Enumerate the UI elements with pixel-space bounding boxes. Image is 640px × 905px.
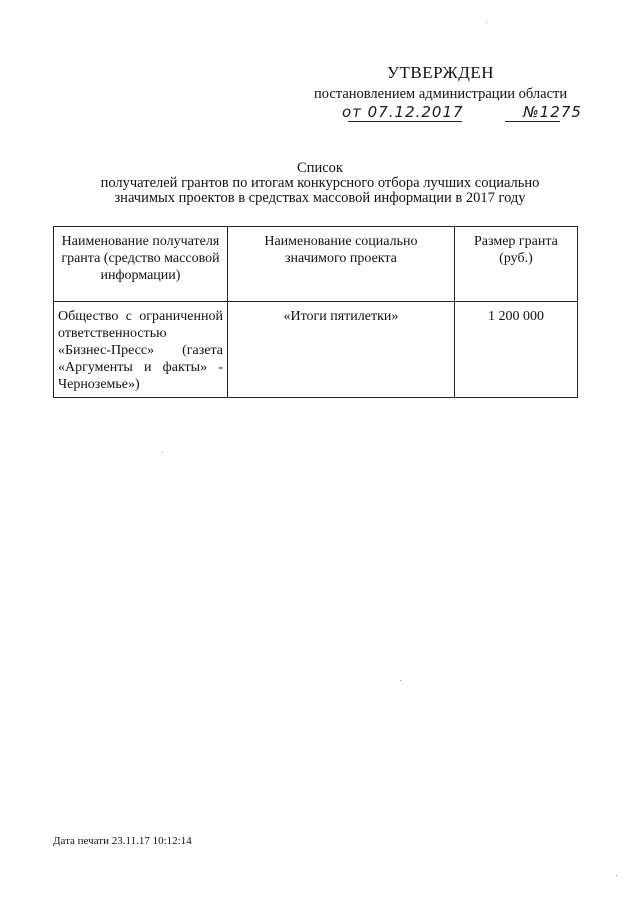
header-project: Наименование социально значимого проекта [227, 227, 454, 302]
cell-amount: 1 200 000 [454, 302, 577, 398]
scan-speck [162, 452, 163, 453]
header-recipient: Наименование получателя гранта (средство массовой информации) [54, 227, 228, 302]
title-line-3: значимых проектов в средствах массовой информации в 2017 году [114, 190, 526, 206]
approved-heading: УТВЕРЖДЕН [387, 63, 494, 82]
document-title [0, 161, 640, 206]
approved-by-text: постановлением администрации области [314, 86, 568, 102]
handwritten-date [342, 103, 582, 121]
scan-speck [616, 875, 617, 876]
table-header-row [54, 227, 578, 302]
handwritten-number-text: №1275 [523, 103, 582, 121]
print-date: Дата печати 23.11.17 10:12:14 [53, 835, 192, 847]
scan-speck [486, 22, 487, 23]
title-line-1: Список [297, 160, 343, 176]
handwritten-date-text: от 07.12.2017 [342, 103, 464, 121]
table-row [54, 302, 578, 398]
number-underline [505, 121, 560, 122]
header-amount: Размер гранта (руб.) [454, 227, 577, 302]
cell-project: «Итоги пятилетки» [227, 302, 454, 398]
grants-table [53, 226, 578, 398]
title-line-2: получателей грантов по итогам конкурсного отбора лучших социально [100, 175, 540, 191]
date-underline [348, 121, 462, 122]
cell-recipient: Общество с ограниченной ответственностью «Бизнес-Пресс» (газета «Аргументы и факты» - Черноземье») [54, 302, 228, 398]
scan-speck [400, 680, 401, 681]
